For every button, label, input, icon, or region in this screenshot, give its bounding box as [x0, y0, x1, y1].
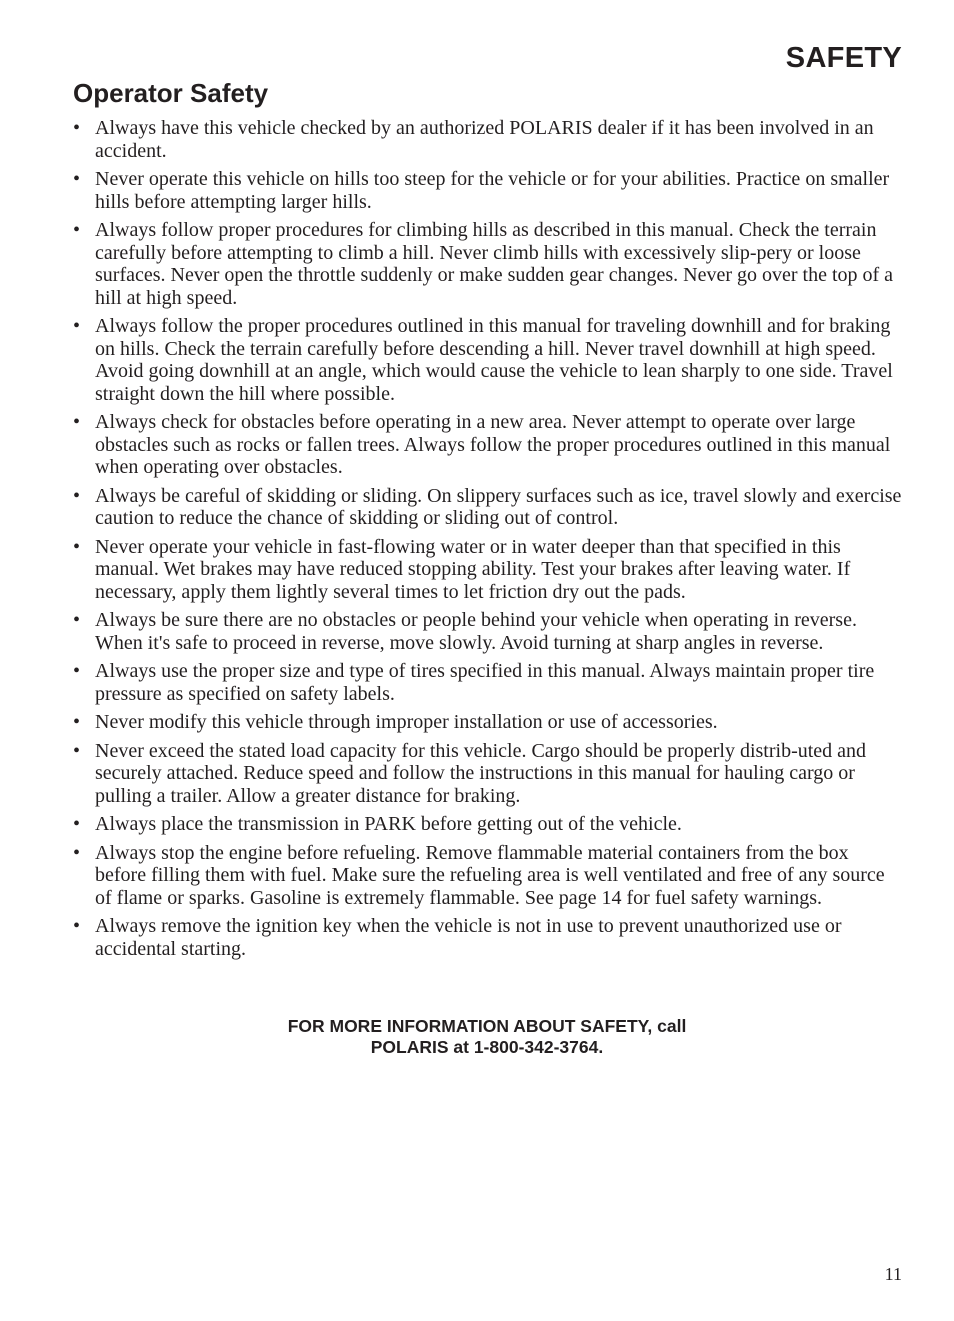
list-item: [73, 219, 903, 309]
list-item: [73, 842, 903, 910]
list-item: [73, 711, 903, 734]
section-header: SAFETY: [785, 42, 902, 74]
list-item-text: Always use the proper size and type of tires specified in this manual. Always maintain proper tire pressure as specified on safety labels.: [95, 660, 875, 705]
footer-line-1: FOR MORE INFORMATION ABOUT SAFETY, call: [287, 1016, 687, 1036]
list-item: [73, 168, 903, 213]
list-item: [73, 411, 903, 479]
safety-bullet-list: [73, 117, 903, 966]
list-item-text: Always be careful of skidding or sliding. On slippery surfaces such as ice, travel slowly and exercise caution to reduce the chance of skidding or sliding out of control.: [95, 484, 902, 529]
list-item-text: Never operate this vehicle on hills too steep for the vehicle or for your abilities. Practice on smaller hills before attempting larger hills.: [95, 168, 890, 213]
list-item-text: Never modify this vehicle through improper installation or use of accessories.: [95, 711, 718, 733]
list-item-text: Always follow proper procedures for climbing hills as described in this manual. Check the terrain carefully before attempting to climb a hill. Never climb hills with excessively slip-pery or loose surfaces. Never open the throttle suddenly or make sudden gear changes. Never go over the top of a hill at high speed.: [95, 219, 894, 309]
bullet-icon: •: [73, 219, 81, 241]
bullet-icon: •: [73, 609, 81, 631]
bullet-icon: •: [73, 535, 81, 558]
list-item: [73, 813, 903, 836]
list-item-text: Always place the transmission in PARK before getting out of the vehicle.: [95, 813, 682, 835]
list-item: [73, 536, 903, 604]
list-item-text: Never exceed the stated load capacity for this vehicle. Cargo should be properly distrib-uted and securely attached. Reduce speed and follow the instructions in this manual for hauling cargo or pulling a trailer. Allow a greater distance for braking.: [95, 739, 867, 807]
bullet-icon: •: [73, 711, 81, 733]
page-number: 11: [884, 1264, 902, 1284]
list-item: [73, 660, 903, 705]
bullet-icon: •: [73, 915, 81, 937]
list-item: [73, 915, 903, 960]
list-item-text: Always be sure there are no obstacles or people behind your vehicle when operating in reverse. When it's safe to proceed in reverse, move slowly. Avoid turning at sharp angles in reverse.: [95, 609, 857, 654]
bullet-icon: •: [73, 484, 81, 507]
bullet-icon: •: [73, 841, 81, 864]
safety-contact-note: [0, 1016, 954, 1058]
list-item-text: Always remove the ignition key when the vehicle is not in use to prevent unauthorized use or accidental starting.: [95, 915, 842, 960]
list-item-text: Always follow the proper procedures outlined in this manual for traveling downhill and for braking on hills. Check the terrain carefully before descending a hill. Never travel downhill at high speed. Avoid going downhill at an angle, which would cause the vehicle to lean sharply to one side. Travel straight down the hill where possible.: [95, 315, 893, 405]
list-item: [73, 117, 903, 162]
page-title: Operator Safety: [73, 78, 269, 108]
bullet-icon: •: [73, 117, 81, 139]
list-item: [73, 609, 903, 654]
bullet-icon: •: [73, 411, 81, 433]
list-item-text: Always check for obstacles before operating in a new area. Never attempt to operate over large obstacles such as rocks or fallen trees. Always follow the proper procedures outlined in this manual when operating over obstacles.: [95, 411, 891, 478]
list-item-text: Always have this vehicle checked by an authorized POLARIS dealer if it has been involved in an accident.: [95, 117, 874, 162]
list-item-text: Always stop the engine before refueling. Remove flammable material containers from the box before filling them with fuel. Make sure the refueling area is well ventilated and free of any source of flame or sparks. Gasoline is extremely flammable. See page 14 for fuel safety warnings.: [95, 841, 885, 909]
list-item: [73, 315, 903, 405]
bullet-icon: •: [73, 660, 81, 682]
list-item: [73, 485, 903, 530]
list-item-text: Never operate your vehicle in fast-flowing water or in water deeper than that specified in this manual. Wet brakes may have reduced stopping ability. Test your brakes after leaving water. If necessary, apply them lightly several times to let friction dry out the pads.: [95, 535, 851, 603]
list-item: [73, 740, 903, 808]
footer-line-2: POLARIS at 1-800-342-3764.: [370, 1037, 604, 1057]
bullet-icon: •: [73, 813, 81, 835]
bullet-icon: •: [73, 315, 81, 337]
bullet-icon: •: [73, 168, 81, 190]
bullet-icon: •: [73, 739, 81, 762]
